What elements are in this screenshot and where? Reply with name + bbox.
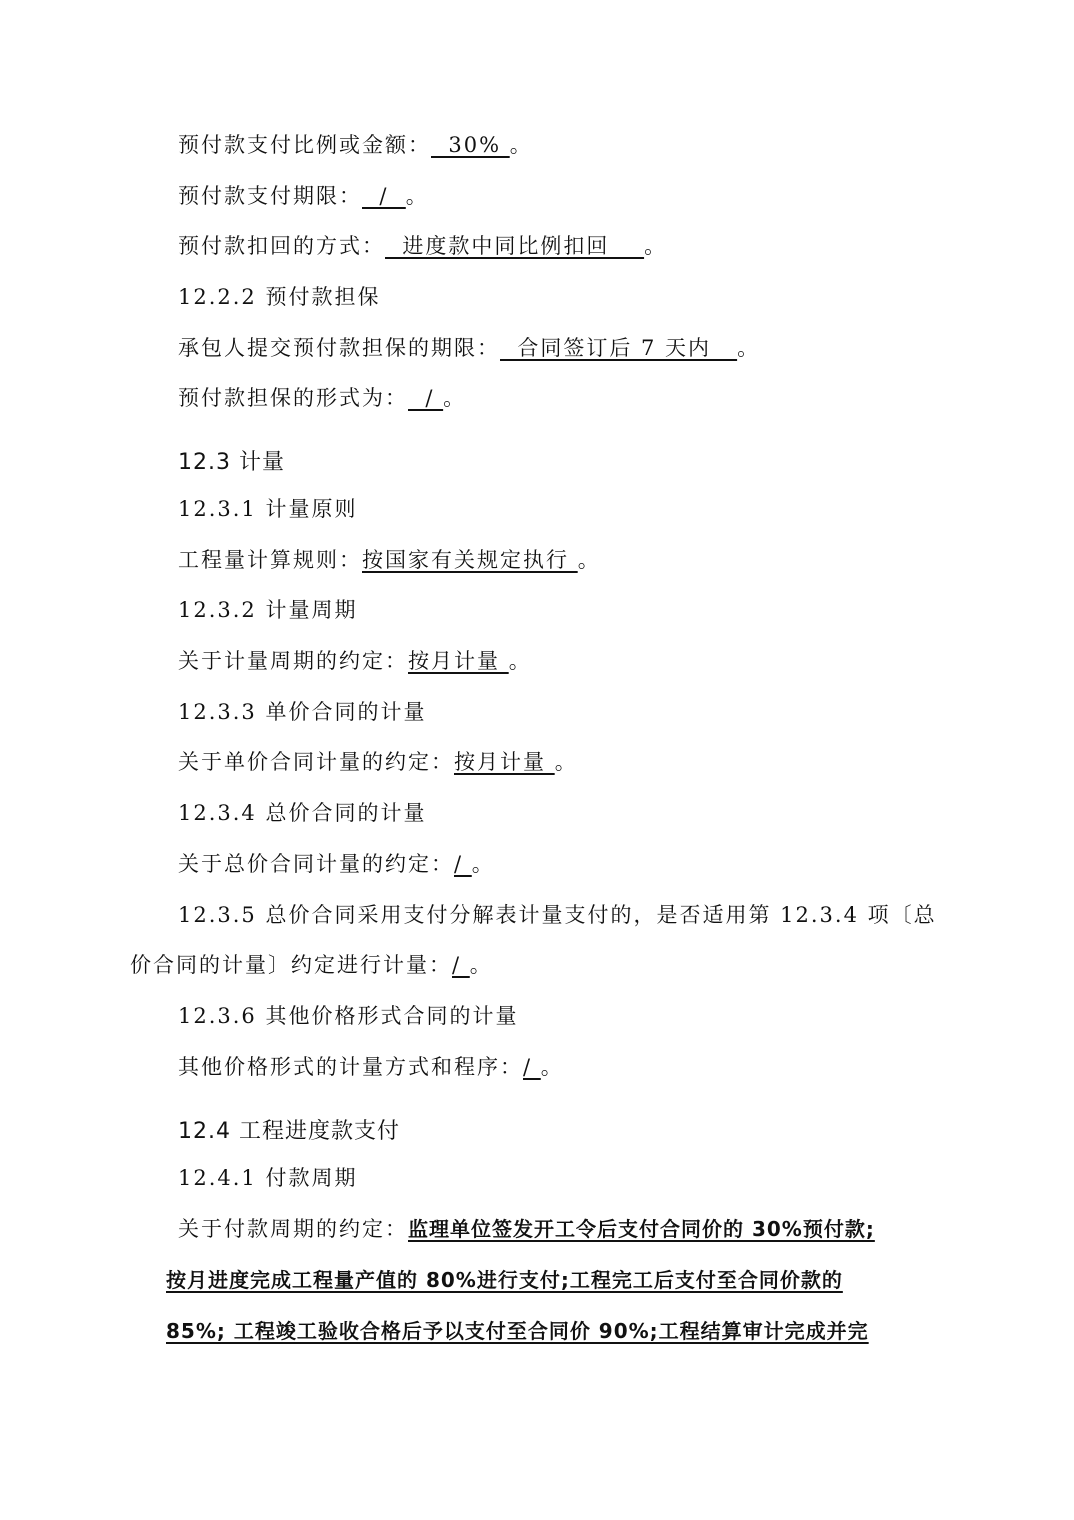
prepay-ratio-line: 预付款支付比例或金额： 30% 。 xyxy=(178,133,533,157)
measure-period-line: 关于计量周期的约定：按月计量 。 xyxy=(178,649,532,673)
guarantee-deadline-line: 承包人提交预付款担保的期限： 合同签订后 7 天内 。 xyxy=(178,336,761,360)
other-measure-value: / xyxy=(523,1055,541,1079)
unit-price-measure-line: 关于单价合同计量的约定：按月计量 。 xyxy=(178,750,578,774)
unit-price-measure-value: 按月计量 xyxy=(454,750,555,774)
prepay-deduction-value: 进度款中同比例扣回 xyxy=(385,234,645,258)
prepay-ratio-value: 30% xyxy=(431,133,510,157)
prepay-deadline-value: / xyxy=(362,184,406,208)
subsection-12-3-4: 12.3.4 总价合同的计量 xyxy=(178,801,427,825)
payment-cycle-value: 监理单位签发开工令后支付合同价的 30%预付款; xyxy=(408,1217,875,1241)
guarantee-form-value: / xyxy=(408,386,444,410)
section-12-4-heading: 12.4 工程进度款支付 xyxy=(178,1119,400,1144)
total-price-measure-line: 关于总价合同计量的约定：/ 。 xyxy=(178,852,495,876)
prepay-deadline-line: 预付款支付期限： / 。 xyxy=(178,184,429,208)
quantity-rule-line: 工程量计算规则：按国家有关规定执行 。 xyxy=(178,548,601,572)
payment-breakdown-value: / xyxy=(452,953,470,977)
prepay-deduction-line: 预付款扣回的方式： 进度款中同比例扣回 。 xyxy=(178,234,668,258)
quantity-rule-value: 按国家有关规定执行 xyxy=(362,548,578,572)
section-12-3-heading: 12.3 计量 xyxy=(178,450,285,475)
payment-cycle-text-line2: 按月进度完成工程量产值的 80%进行支付;工程完工后支付至合同价款的 xyxy=(166,1268,843,1292)
total-price-measure-value: / xyxy=(454,852,472,876)
subsection-12-3-2: 12.3.2 计量周期 xyxy=(178,598,358,622)
other-measure-line: 其他价格形式的计量方式和程序：/ 。 xyxy=(178,1055,564,1079)
guarantee-form-line: 预付款担保的形式为： / 。 xyxy=(178,386,467,410)
subsection-12-4-1: 12.4.1 付款周期 xyxy=(178,1166,358,1190)
measure-period-value: 按月计量 xyxy=(408,649,509,673)
subsection-12-3-1: 12.3.1 计量原则 xyxy=(178,497,358,521)
subsection-12-3-6: 12.3.6 其他价格形式合同的计量 xyxy=(178,1004,519,1028)
payment-cycle-line: 关于付款周期的约定：监理单位签发开工令后支付合同价的 30%预付款; xyxy=(178,1217,875,1241)
subsection-12-3-3: 12.3.3 单价合同的计量 xyxy=(178,700,427,724)
subsection-12-3-5-line2: 价合同的计量〕约定进行计量：/ 。 xyxy=(130,953,493,977)
subsection-12-2-2: 12.2.2 预付款担保 xyxy=(178,285,381,309)
guarantee-deadline-value: 合同签订后 7 天内 xyxy=(500,336,738,360)
subsection-12-3-5-line1: 12.3.5 总价合同采用支付分解表计量支付的，是否适用第 12.3.4 项〔总 xyxy=(178,903,937,927)
payment-cycle-text-line3: 85%; 工程竣工验收合格后予以支付至合同价 90%;工程结算审计完成并完 xyxy=(166,1319,869,1343)
